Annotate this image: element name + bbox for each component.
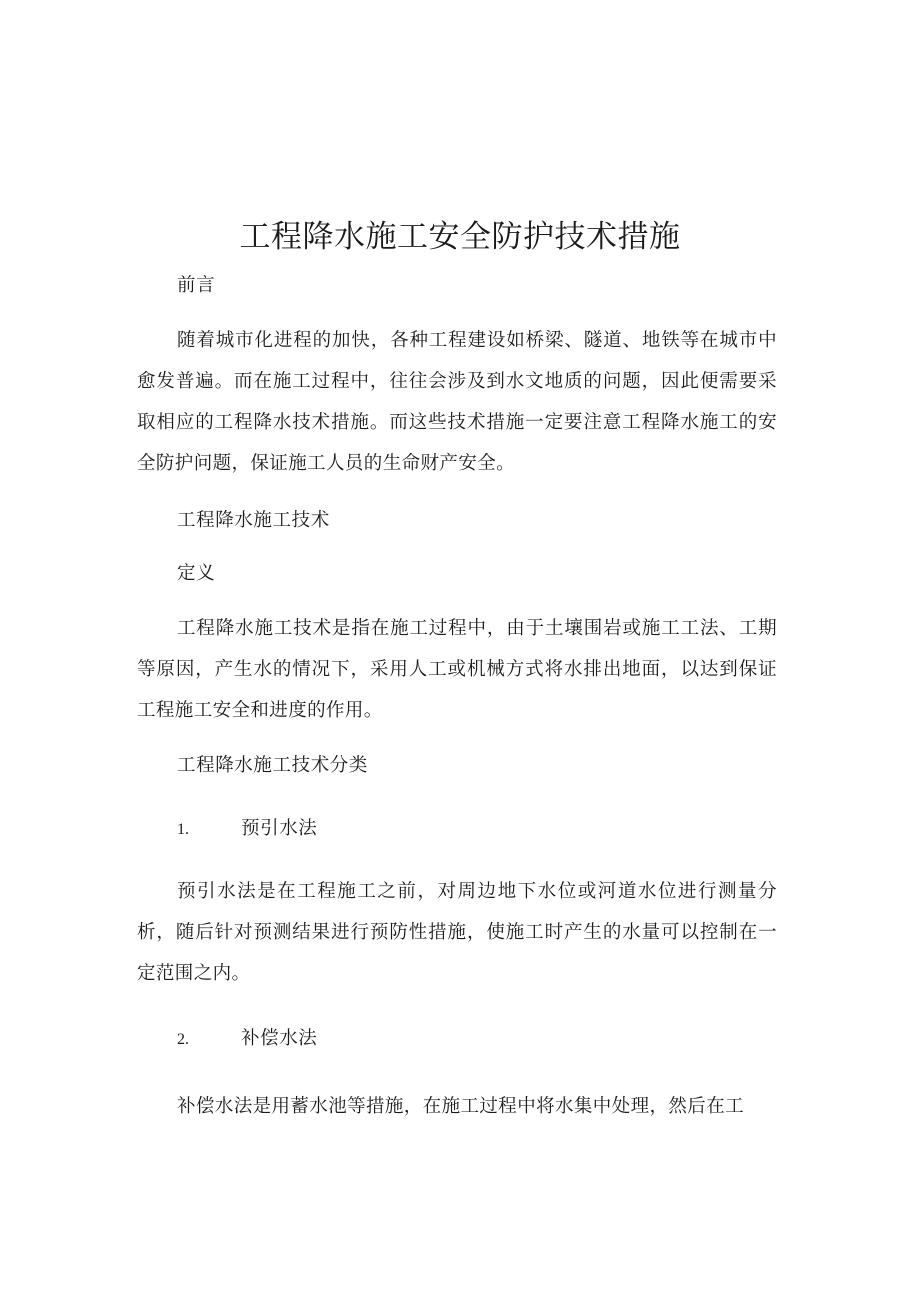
list-item-number: 1. <box>177 821 189 838</box>
preface-heading: 前言 <box>177 275 216 296</box>
preface-paragraph: 随着城市化进程的加快，各种工程建设如桥梁、隧道、地铁等在城市中愈发普遍。而在施工过程中，往往会涉及到水文地质的问题，因此便需要采取相应的工程降水技术措施。而这些技术措施一定要注意工程降水施工的安全防护问题，保证施工人员的生命财产安全。 <box>137 330 777 474</box>
document-title: 工程降水施工安全防护技术措施 <box>239 219 681 255</box>
classification-heading: 工程降水施工技术分类 <box>177 755 369 776</box>
method-1-paragraph: 预引水法是在工程施工之前，对周边地下水位或河道水位进行测量分析，随后针对预测结果进行预防性措施，使施工时产生的水量可以控制在一定范围之内。 <box>137 881 777 984</box>
list-item-2 <box>177 1024 317 1055</box>
definition-heading: 定义 <box>177 563 216 584</box>
list-item-number: 2. <box>177 1031 189 1048</box>
list-item-1 <box>177 814 317 845</box>
list-item-label: 补偿水法 <box>241 1028 318 1049</box>
list-item-label: 预引水法 <box>241 818 318 839</box>
definition-paragraph: 工程降水施工技术是指在施工过程中，由于土壤围岩或施工工法、工期等原因，产生水的情况下，采用人工或机械方式将水排出地面，以达到保证工程施工安全和进度的作用。 <box>137 618 777 721</box>
method-2-paragraph: 补偿水法是用蓄水池等措施，在施工过程中将水集中处理，然后在工 <box>177 1096 745 1117</box>
section-heading: 工程降水施工技术 <box>177 510 330 531</box>
